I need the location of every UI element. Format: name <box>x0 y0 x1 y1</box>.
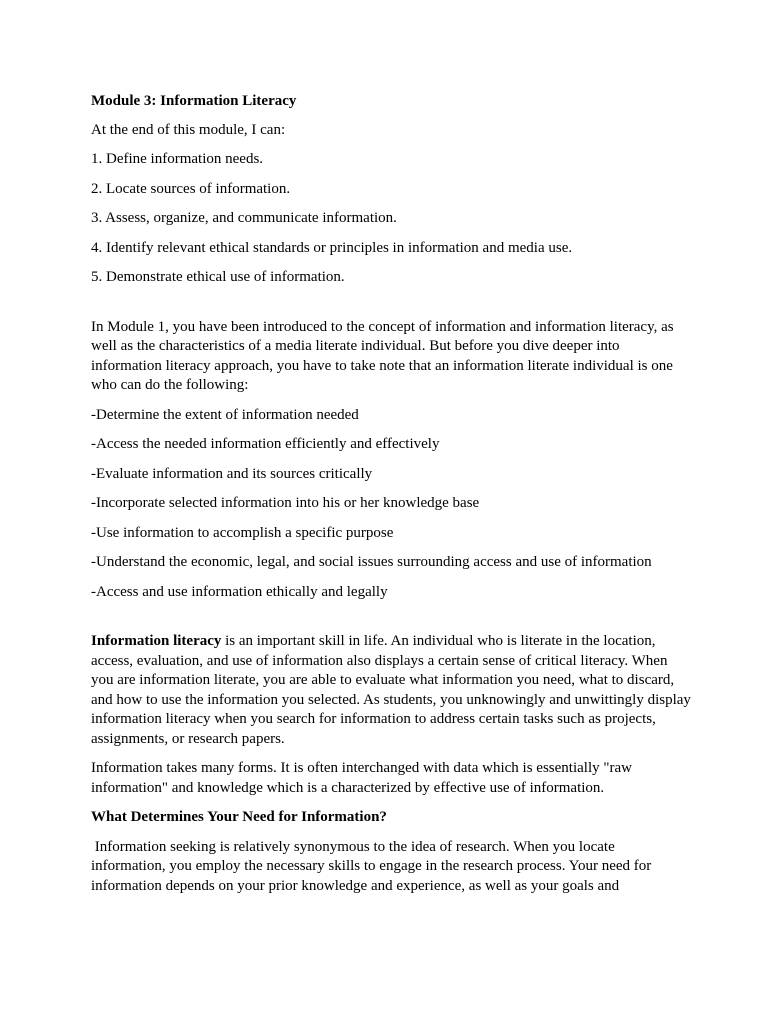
ability-item: -Understand the economic, legal, and social issues surrounding access and use of information <box>91 554 652 570</box>
objective-item: 4. Identify relevant ethical standards or principles in information and media use. <box>91 239 573 256</box>
objective-item: 5. Demonstrate ethical use of information. <box>91 269 345 285</box>
ability-item: -Determine the extent of information needed <box>91 406 359 423</box>
ability-item: -Evaluate information and its sources critically <box>91 465 373 482</box>
document-body <box>91 92 691 906</box>
objective-item: 3. Assess, organize, and communicate information. <box>91 210 397 226</box>
module-one-paragraph: In Module 1, you have been introduced to the concept of information and information literacy, as well as the characteristics of a media literate individual. But before you dive deeper into information literacy approach, you have to take note that an information literate individual is one who can do the following: <box>91 318 674 393</box>
section-heading: What Determines Your Need for Information? <box>91 809 387 825</box>
objective-item: 2. Locate sources of information. <box>91 180 291 197</box>
spacer <box>91 612 691 632</box>
objectives-intro: At the end of this module, I can: <box>91 121 286 138</box>
ability-item: -Incorporate selected information into his or her knowledge base <box>91 495 480 511</box>
information-literacy-paragraph <box>91 632 691 749</box>
information-literacy-term: Information literacy <box>91 633 222 649</box>
module-title: Module 3: Information Literacy <box>91 93 297 109</box>
ability-item: -Use information to accomplish a specific purpose <box>91 524 394 541</box>
ability-item: -Access the needed information efficiently and effectively <box>91 436 440 452</box>
information-forms-paragraph: Information takes many forms. It is often interchanged with data which is essentially "raw information" and knowledge which is a characterized by effective use of information. <box>91 760 632 796</box>
ability-item: -Access and use information ethically and legally <box>91 583 388 600</box>
spacer <box>91 298 691 318</box>
objective-item: 1. Define information needs. <box>91 151 264 167</box>
information-literacy-text: is an important skill in life. An individual who is literate in the location, access, evaluation, and use of information also displays a certain sense of critical literacy. When you are information literate, you are able to evaluate what information you need, what to discard, and how to use the information you selected. As students, you unknowingly and unwittingly display information literacy when you search for information to address certain tasks such as projects, assignments, or research papers. <box>91 633 691 747</box>
information-seeking-paragraph: Information seeking is relatively synonymous to the idea of research. When you locate information, you employ the necessary skills to engage in the research process. Your need for information depends on your prior knowledge and experience, as well as your goals and <box>91 838 656 894</box>
